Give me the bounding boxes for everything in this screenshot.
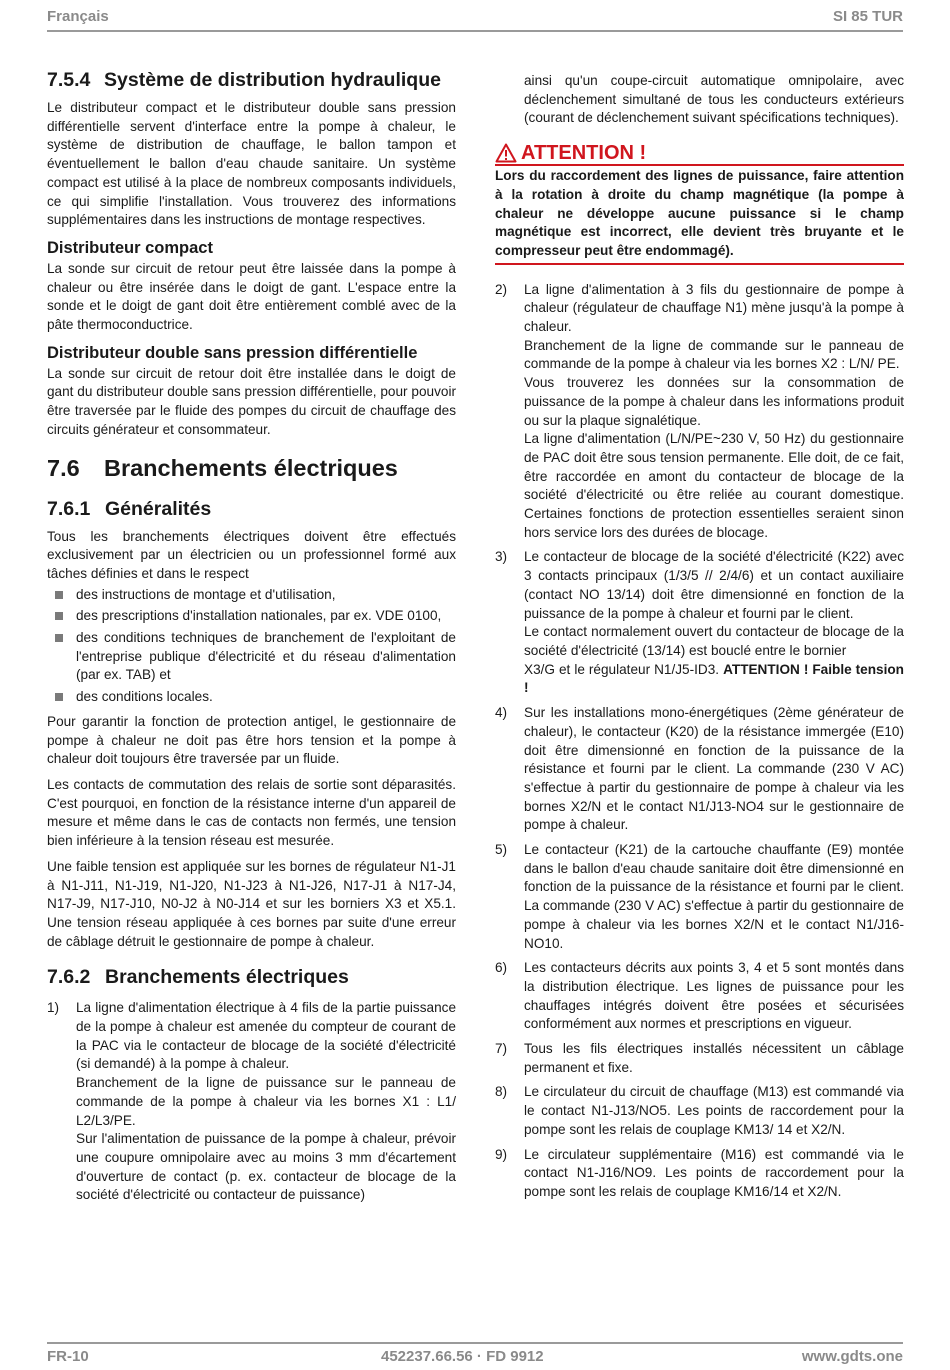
section-7-6-heading — [47, 454, 456, 482]
list-item: 7) Tous les fils électriques installés nécessitent un câblage permanent et fixe. — [495, 1041, 904, 1075]
header-language: Français — [47, 8, 109, 25]
section-number: 7.6.2 — [47, 966, 91, 989]
item-number: 5) — [495, 842, 508, 858]
list-item: 9) Le circulateur supplémentaire (M16) est commandé via le contact N1-J16/NO9. Les points de raccordement pour la pompe sont les relais de couplage KM16/14 et X2/N. — [495, 1146, 904, 1199]
item-number: 8) — [495, 1084, 508, 1100]
square-bullet-icon — [55, 591, 63, 599]
item-number: 6) — [495, 960, 508, 976]
section-number: 7.6 — [47, 454, 80, 481]
requirements-list — [47, 586, 456, 707]
double-distributor-heading: Distributeur double sans pression différentielle — [47, 343, 418, 362]
section-title: Branchements électriques — [105, 966, 349, 989]
attention-title: ATTENTION ! — [521, 142, 647, 165]
section-7-5-4-intro: Le distributeur compact et le distributeur double sans pression différentielle servent d'interface entre la pompe à chaleur, le système de distribution de chauffage, le ballon tampon et éventuellement le ballon d'eau chaude sanitaire. Un système compact est utilisé à la place de nombreux composants individuels, ce qui simplifie l'installation. Vous trouverez des informations supplémentaires dans les instructions de montage respectives. — [47, 100, 456, 228]
list-item: 3) Le contacteur de blocage de la société d'électricité (K22) avec 3 contacts principaux (1/3/5 // 2/4/6) et un contact auxiliaire (contact NO 13/14) doit être dimensionné en fonction de la puissance de la pompe à chaleur et fourni par le client. Le contact normalement ouvert du contacteur de blocage de la société d'électricité (13/14) est bouclé entre le bornier X3/G et le régulateur N1/J5-ID3. ATTENTION ! Faible tension ! — [495, 549, 904, 696]
attention-text: Lors du raccordement des lignes de puissance, faire attention à la rotation à droite du champ magnétique (la pompe à chaleur ne développe aucune puissance si le champ magnétique est incorrect, elle devient très bruyante et le compresseur peut être endommagé). — [495, 166, 904, 265]
header-model: SI 85 TUR — [832, 8, 903, 25]
item-number: 1) — [47, 1000, 60, 1016]
attention-heading — [495, 142, 904, 164]
page-footer — [47, 1342, 903, 1370]
document-number: 452237.66.56 · FD 9912 — [381, 1348, 544, 1365]
list-item — [495, 72, 904, 128]
section-title: Système de distribution hydraulique — [104, 69, 441, 91]
compact-distributor-heading: Distributeur compact — [47, 238, 213, 257]
section-number: 7.6.1 — [47, 497, 91, 520]
paragraph: Une faible tension est appliquée sur les bornes de régulateur N1-J1 à N1-J11, N1-J19, N1-J20, N1-J23 à N1-J26, N17-J1 à N17-J4, N17-J9, N17-J10, N0-J2 à N0-J14 et sur les borniers X3 et X5.1. Une tension réseau appliquée à ces bornes par suite d'une erreur de câblage détruit le gestionnaire de pompe à chaleur. — [47, 858, 456, 949]
low-voltage-warning: ATTENTION ! Faible tension ! — [524, 661, 904, 696]
continuation-block — [495, 72, 904, 128]
connection-steps-list — [47, 999, 456, 1205]
list-item: des conditions techniques de branchement de l'exploitant de l'entreprise publique d'électricité et du réseau d'alimentation (par ex. TAB) et — [47, 629, 456, 685]
page-header — [47, 6, 903, 32]
section-7-6-2-heading — [47, 965, 456, 989]
item-number: 7) — [495, 1041, 508, 1057]
section-title: Branchements électriques — [104, 454, 398, 481]
item-number: 9) — [495, 1146, 508, 1162]
section-7-6-1-intro: Tous les branchements électriques doivent être effectués exclusivement par un électricien ou un professionnel formé aux tâches définies et dans le respect — [47, 528, 456, 581]
left-column — [47, 68, 456, 1211]
section-7-6-1-heading — [47, 497, 456, 521]
list-item: des conditions locales. — [47, 688, 456, 707]
right-column — [495, 72, 904, 1208]
paragraph: Les contacts de commutation des relais de sortie sont déparasités. C'est pourquoi, en fonction de la résistance interne d'un appareil de mesure et même dans le cas de contacts non fermés, une tension bien inférieure à la tension réseau est mesurée. — [47, 776, 456, 849]
section-7-5-4-heading — [47, 68, 456, 92]
list-item: 2) La ligne d'alimentation à 3 fils du gestionnaire de pompe à chaleur (régulateur de chauffage N1) mène jusqu'à la pompe à chaleur. Branchement de la ligne de commande sur le panneau de commande de la pompe à chaleur via les bornes X2 : L/N/ PE. Vous trouverez les données sur la consommation de puissance de la pompe à chaleur dans les informations produit ou sur la plaque signalétique. La ligne d'alimentation (L/N/PE~230 V, 50 Hz) du gestionnaire de PAC doit être sous tension permanente. Elle doit, de ce fait, être raccordée en amont du contacteur de blocage de la société d'électricité ou être reliée au courant domestique. Certaines fonctions de protection essentielles seraient sinon hors service lors des durées de blocage. — [495, 281, 904, 540]
list-item: des instructions de montage et d'utilisation, — [47, 586, 456, 605]
compact-distributor-text: La sonde sur circuit de retour peut être laissée dans la pompe à chaleur ou être insérée dans le doigt de gant. L'espace entre la sonde et le doigt de gant doit être entièrement comblé avec de la pâte thermoconductrice. — [47, 260, 456, 333]
double-distributor-text: La sonde sur circuit de retour doit être installée dans le doigt de gant du distributeur double sans pression différentielle, pour pouvoir être traversée par le fluide des pompes du circuit de chauffage des circuits générateur et consommateur. — [47, 365, 456, 437]
square-bullet-icon — [55, 612, 63, 620]
list-item: des prescriptions d'installation nationales, par ex. VDE 0100, — [47, 607, 456, 626]
list-item: 8) Le circulateur du circuit de chauffage (M13) est commandé via le contact N1-J13/NO5. Les points de raccordement pour la pompe sont les relais de couplage KM13/ 14 et X2/N. — [495, 1084, 904, 1137]
list-item: 5) Le contacteur (K21) de la cartouche chauffante (E9) montée dans le ballon d'eau chaude sanitaire doit être dimensionné en fonction de la puissance de la résistance et fourni par le client. La commande (230 V AC) s'effectue à partir du gestionnaire de pompe à chaleur via les bornes X2/N et le contact N1/J16-NO10. — [495, 842, 904, 951]
continuation-text: ainsi qu'un coupe-circuit automatique omnipolaire, avec déclenchement simultané de tous les conducteurs extérieurs (courant de déclenchement suivant spécifications techniques). — [524, 73, 904, 126]
connection-steps-list-continued — [495, 281, 904, 1202]
warning-triangle-icon — [495, 143, 517, 163]
square-bullet-icon — [55, 693, 63, 701]
website-link[interactable]: www.gdts.one — [801, 1348, 903, 1365]
list-item: 1) La ligne d'alimentation électrique à 4 fils de la partie puissance de la pompe à chaleur est amenée du compteur de courant de la PAC via le contacteur de blocage de la société d'électricité (si demandé) à la pompe à chaleur. Branchement de la ligne de puissance sur le panneau de commande de la pompe à chaleur via les bornes X1 : L1/ L2/L3/PE. Sur l'alimentation de puissance de la pompe à chaleur, prévoir une coupure omnipolaire avec au moins 3 mm d'écartement d'ouverture de contact (p. ex. contacteur de blocage de la société d'électricité ou contacteur de puissance) — [47, 1000, 456, 1203]
paragraph: Pour garantir la fonction de protection antigel, le gestionnaire de pompe à chaleur ne doit pas être hors tension et la pompe à chaleur doit toujours être traversée par un fluide. — [47, 713, 456, 767]
list-item: 4) Sur les installations mono-énergétiques (2ème générateur de chaleur), le contacteur (K20) de la résistance immergée (E10) doit être dimensionné en fonction de la puissance de la résistance et fourni par le client. La commande (230 V AC) s'effectue à partir du gestionnaire de pompe à chaleur via les bornes X2/N et le contact N1/J13-NO4 sur le gestionnaire de pompe à chaleur. — [495, 705, 904, 833]
section-number: 7.5.4 — [47, 69, 91, 91]
list-item: 6) Les contacteurs décrits aux points 3, 4 et 5 sont montés dans la distribution électrique. Les lignes de puissance pour les chauffages intégrés doivent être posées et sécurisées conformément aux normes et prescriptions en vigueur. — [495, 960, 904, 1032]
item-number: 4) — [495, 705, 508, 721]
item-number: 2) — [495, 281, 508, 297]
square-bullet-icon — [55, 634, 63, 642]
page-number: FR-10 — [47, 1348, 89, 1365]
item-number: 3) — [495, 549, 508, 565]
section-title: Généralités — [105, 497, 212, 520]
